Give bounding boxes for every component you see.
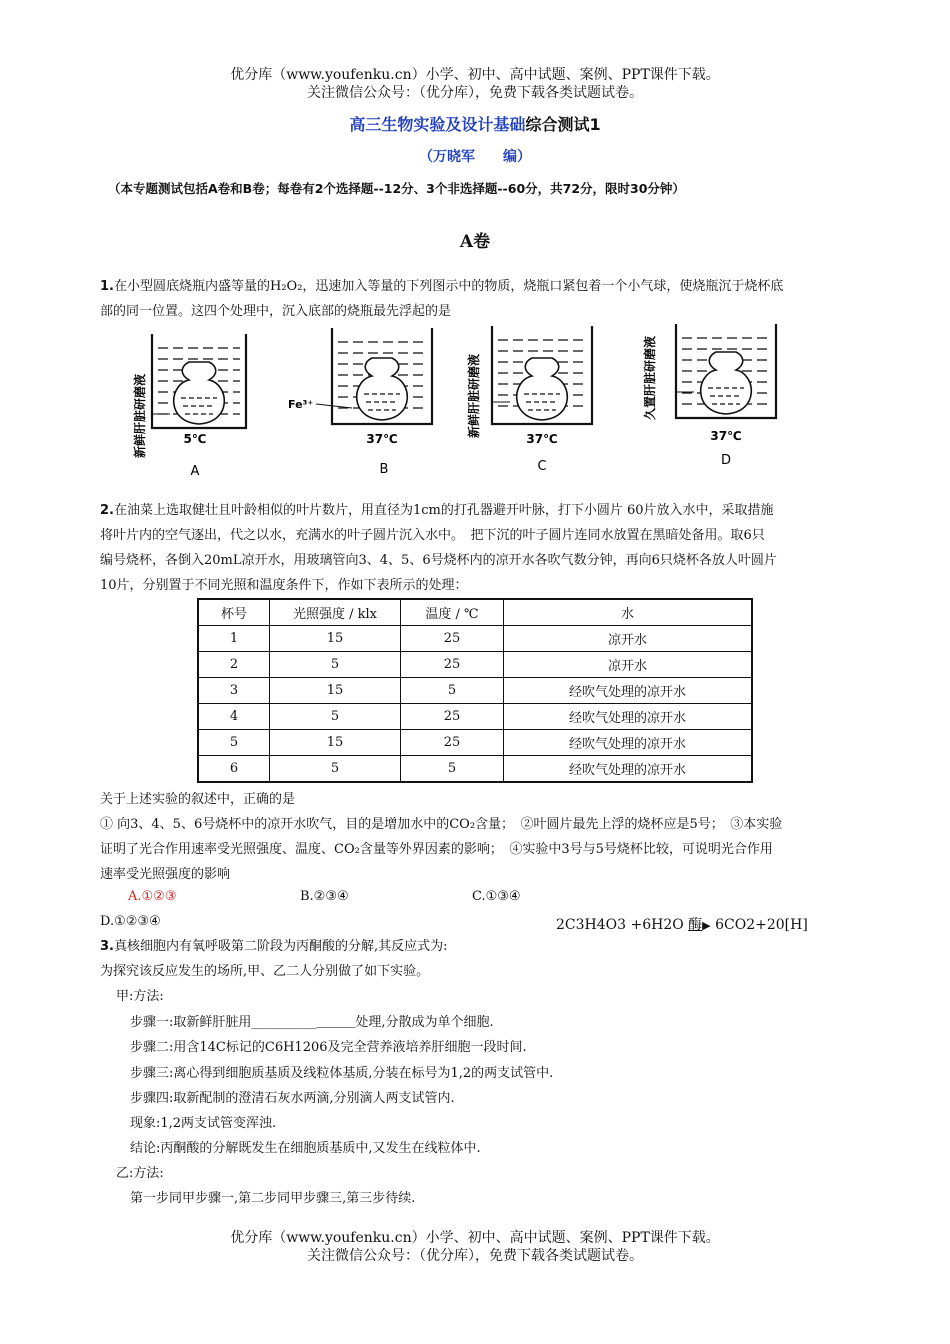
q1-line2: 部的同一位置。这四个处理中，沉入底部的烧瓶最先浮起的是 bbox=[100, 304, 452, 319]
q3-intro2: 为探究该反应发生的场所,甲、乙二人分别做了如下实验。 bbox=[100, 964, 430, 979]
q2-data-table bbox=[197, 598, 753, 783]
equation-enzyme: 酶 bbox=[688, 917, 703, 933]
q2-option-b[interactable] bbox=[300, 889, 349, 904]
page-title bbox=[0, 112, 950, 135]
q3-yi-label: 乙:方法: bbox=[116, 1166, 164, 1181]
option-b-text: B.②③④ bbox=[300, 889, 349, 904]
q3-jia-step4: 步骤四:取新配制的澄清石灰水两滴,分别滴人两支试管内. bbox=[130, 1091, 455, 1106]
table-cell: 15 bbox=[270, 678, 401, 704]
q2-stem: 关于上述实验的叙述中，正确的是 bbox=[100, 792, 296, 807]
beaker-d-temp: 37℃ bbox=[710, 429, 742, 443]
site-header-line1: 优分库（www.youfenku.cn）小学、初中、高中试题、案例、PPT课件下载。 bbox=[230, 67, 720, 83]
q2-statement-line2: 证明了光合作用速率受光照强度、温度、CO₂含量等外界因素的影响； ④实验中3号与5号烧杯比较，可说明光合作用 bbox=[100, 842, 773, 857]
title-blue-part: 高三生物实验及设计基础 bbox=[349, 115, 526, 134]
beaker-a-temp: 5℃ bbox=[183, 432, 207, 446]
q2-line3: 编号烧杯，各倒入20mL凉开水，用玻璃管向3、4、5、6号烧杯内的凉开水各吹气数分钟，再向6只烧杯各放人叶圆片 bbox=[100, 553, 777, 568]
table-row bbox=[198, 704, 752, 730]
table-cell: 5 bbox=[270, 756, 401, 783]
table-header-cell: 水 bbox=[504, 599, 753, 626]
table-cell: 25 bbox=[401, 652, 504, 678]
table-cell: 5 bbox=[401, 756, 504, 783]
q1-text bbox=[100, 274, 852, 324]
q2-option-a[interactable] bbox=[128, 889, 176, 904]
beaker-d bbox=[676, 324, 776, 418]
equation-arrow: ▶ bbox=[702, 919, 711, 932]
beaker-a-label: A bbox=[190, 464, 200, 479]
table-cell: 2 bbox=[198, 652, 270, 678]
q2-text bbox=[100, 498, 852, 598]
table-cell: 25 bbox=[401, 730, 504, 756]
table-header-row bbox=[198, 599, 752, 626]
table-cell: 15 bbox=[270, 730, 401, 756]
table-cell: 经吹气处理的凉开水 bbox=[504, 678, 753, 704]
table-cell: 25 bbox=[401, 704, 504, 730]
table-row bbox=[198, 626, 752, 652]
q2-statements bbox=[100, 787, 852, 887]
q2-option-d[interactable] bbox=[100, 914, 161, 929]
table-cell: 凉开水 bbox=[504, 652, 753, 678]
table-header-cell: 温度 / ℃ bbox=[401, 599, 504, 626]
beaker-c bbox=[492, 326, 592, 424]
beaker-d-side-label: 久置肝脏研磨液 bbox=[643, 335, 657, 421]
option-a-text: A.①②③ bbox=[128, 889, 177, 904]
beaker-b-label: B bbox=[379, 462, 389, 477]
site-header-line2: 关注微信公众号：（优分库），免费下载各类试题试卷。 bbox=[307, 85, 643, 101]
q3-number: 3. bbox=[100, 939, 114, 954]
beaker-b-side-label: Fe³⁺ bbox=[288, 398, 314, 411]
equation-right: 6CO2+20[H] bbox=[715, 917, 808, 933]
author-line: （万晓军 编） bbox=[419, 149, 531, 165]
beaker-a-side-label: 新鲜肝脏研磨液 bbox=[133, 373, 147, 459]
table-cell: 3 bbox=[198, 678, 270, 704]
table-cell: 5 bbox=[270, 652, 401, 678]
table-header-cell: 杯号 bbox=[198, 599, 270, 626]
table-cell: 5 bbox=[270, 704, 401, 730]
q3-intro bbox=[100, 936, 448, 958]
table-cell: 经吹气处理的凉开水 bbox=[504, 756, 753, 783]
table-cell: 5 bbox=[401, 678, 504, 704]
option-d-text: D.①②③④ bbox=[100, 914, 161, 929]
table-cell: 经吹气处理的凉开水 bbox=[504, 704, 753, 730]
table-cell: 5 bbox=[198, 730, 270, 756]
site-footer-line2: 关注微信公众号：（优分库），免费下载各类试题试卷。 bbox=[307, 1248, 643, 1264]
beaker-c-label: C bbox=[537, 459, 547, 474]
q3-jia-label: 甲:方法: bbox=[116, 989, 164, 1004]
table-row bbox=[198, 678, 752, 704]
q1-number: 1. bbox=[100, 279, 114, 294]
q2-line4: 10片，分别置于不同光照和温度条件下，作如下表所示的处理： bbox=[100, 578, 468, 593]
table-row bbox=[198, 730, 752, 756]
table-row bbox=[198, 652, 752, 678]
title-black-part: 综合测试1 bbox=[525, 115, 601, 134]
beaker-d-label: D bbox=[720, 453, 732, 468]
table-row bbox=[198, 756, 752, 783]
q3-jia-step1: 步骤一:取新鲜肝脏用__________＿＿＿处理,分散成为单个细胞. bbox=[130, 1015, 494, 1030]
q2-statement-line3: 速率受光照强度的影响 bbox=[100, 867, 231, 882]
table-cell: 15 bbox=[270, 626, 401, 652]
q3-jia-step3: 步骤三:离心得到细胞质基质及线粒体基质,分装在标号为1,2的两支试管中. bbox=[130, 1066, 554, 1081]
q1-beaker-figure bbox=[100, 318, 860, 488]
equation-left: 2C3H4O3 +6H2O bbox=[556, 917, 684, 933]
section-a-heading: A卷 bbox=[459, 232, 491, 252]
q2-statement-line1: ① 向3、4、5、6号烧杯中的凉开水吹气，目的是增加水中的CO₂含量； ②叶圆片最先上浮的烧杯应是5号； ③本实验 bbox=[100, 817, 783, 832]
table-cell: 25 bbox=[401, 626, 504, 652]
table-cell: 凉开水 bbox=[504, 626, 753, 652]
table-cell: 6 bbox=[198, 756, 270, 783]
q3-jia-phenomenon: 现象:1,2两支试管变浑浊. bbox=[130, 1116, 277, 1131]
q3-jia-step2: 步骤二:用含14C标记的C6H1206及完全营养液培养肝细胞一段时间. bbox=[130, 1040, 527, 1055]
table-cell: 1 bbox=[198, 626, 270, 652]
table-header-cell: 光照强度 / klx bbox=[270, 599, 401, 626]
table-cell: 4 bbox=[198, 704, 270, 730]
beaker-b-temp: 37℃ bbox=[366, 432, 398, 446]
label-pointer-line bbox=[316, 404, 352, 408]
q2-option-c[interactable] bbox=[472, 889, 521, 904]
q2-line2: 将叶片内的空气逐出，代之以水，充满水的叶子圆片沉入水中。 把下沉的叶子圆片连同水放置在黑暗处备用。取6只 bbox=[100, 528, 765, 543]
test-note: （本专题测试包括A卷和B卷；每卷有2个选择题--12分、3个非选择题--60分，共72分，限时30分钟） bbox=[108, 181, 685, 196]
q3-intro-text: 真核细胞内有氧呼吸第二阶段为丙酮酸的分解,其反应式为: bbox=[113, 939, 448, 954]
option-c-text: C.①③④ bbox=[472, 889, 521, 904]
beaker-c-side-label: 新鲜肝脏研磨液 bbox=[467, 353, 481, 439]
q3-yi-step1: 第一步同甲步骤一,第二步同甲步骤三,第三步待续. bbox=[130, 1191, 416, 1206]
table-cell: 经吹气处理的凉开水 bbox=[504, 730, 753, 756]
q2-line1: 在油菜上选取健壮且叶龄相似的叶片数片，用直径为1cm的打孔器避开叶脉，打下小圆片 60片放入水中，采取措施 bbox=[113, 503, 774, 518]
site-footer-line1: 优分库（www.youfenku.cn）小学、初中、高中试题、案例、PPT课件下载。 bbox=[230, 1230, 720, 1246]
q2-number: 2. bbox=[100, 503, 114, 518]
q1-line1: 在小型圆底烧瓶内盛等量的H₂O₂，迅速加入等量的下列图示中的物质，烧瓶口紧包着一个小气球，使烧瓶沉于烧杯底 bbox=[113, 279, 784, 294]
beaker-c-temp: 37℃ bbox=[526, 432, 558, 446]
beaker-b bbox=[332, 328, 432, 424]
q3-equation bbox=[556, 914, 808, 934]
q3-jia-conclusion: 结论:丙酮酸的分解既发生在细胞质基质中,又发生在线粒体中. bbox=[130, 1141, 481, 1156]
